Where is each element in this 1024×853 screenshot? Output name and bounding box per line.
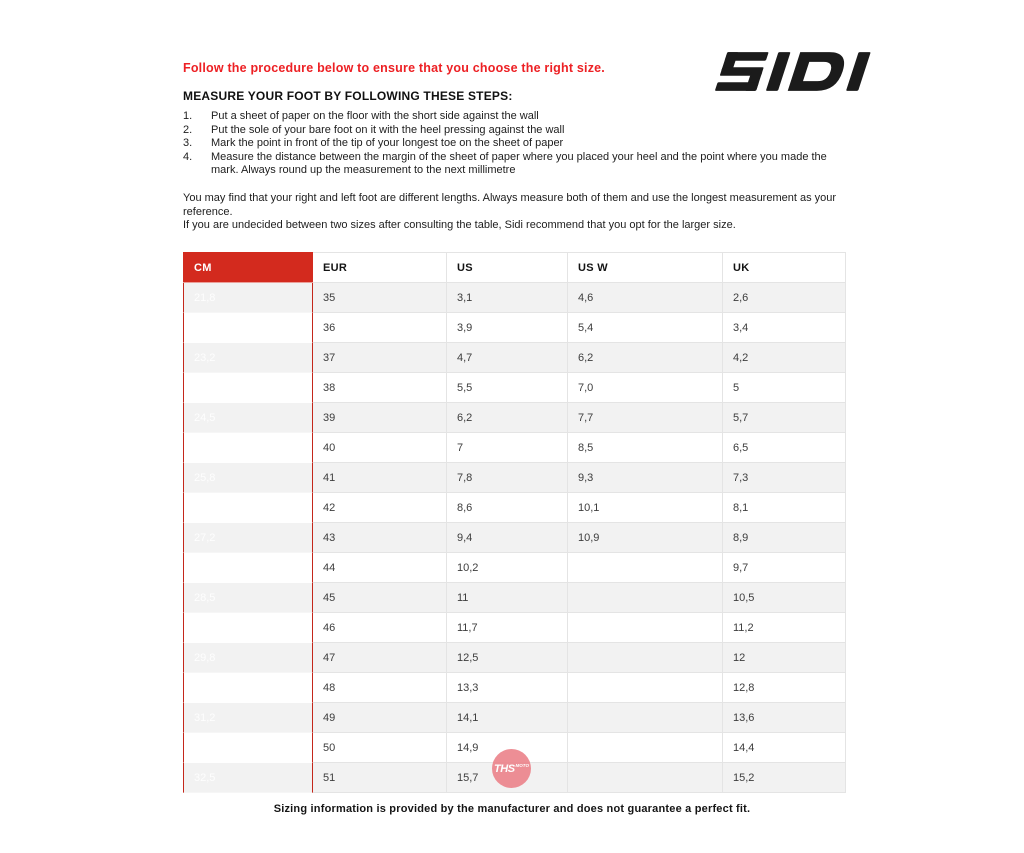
cell-uk: 3,4 <box>723 313 846 343</box>
cell-uk: 15,2 <box>723 763 846 793</box>
cell-eur: 51 <box>313 763 447 793</box>
watermark-sub-text <box>515 769 529 772</box>
cell-uk: 12 <box>723 643 846 673</box>
cell-us-w: 8,5 <box>568 433 723 463</box>
steps-title: MEASURE YOUR FOOT BY FOLLOWING THESE STEPS: <box>183 89 513 103</box>
cell-us-w: 9,3 <box>568 463 723 493</box>
cell-us-w <box>568 613 723 643</box>
cell-uk: 5,7 <box>723 403 846 433</box>
cell-us: 7,8 <box>447 463 568 493</box>
cell-cm: 32,5 <box>184 763 313 793</box>
cell-cm: 25,2 <box>184 433 313 463</box>
cell-uk: 9,7 <box>723 553 846 583</box>
cell-cm: 23,2 <box>184 343 313 373</box>
footer-disclaimer: Sizing information is provided by the manufacturer and does not guarantee a perfect fit. <box>273 803 751 815</box>
sidi-logo <box>714 50 878 93</box>
cell-eur: 48 <box>313 673 447 703</box>
step-text: Measure the distance between the margin of the sheet of paper where you placed your heel and the point where you made the mark. Always round up the measurement to the next millimetre <box>211 150 827 177</box>
table-row <box>184 583 846 613</box>
table-header-row <box>184 253 846 283</box>
header-usw: US W <box>568 253 723 283</box>
cell-us-w: 7,7 <box>568 403 723 433</box>
table-row <box>184 643 846 673</box>
advice-paragraph-2: If you are undecided between two sizes after consulting the table, Sidi recommend that you opt for the larger size. <box>183 219 736 232</box>
cell-cm: 27,2 <box>184 523 313 553</box>
cell-uk: 5 <box>723 373 846 403</box>
cell-cm: 21,8 <box>184 283 313 313</box>
advice-paragraph-1: You may find that your right and left foot are different lengths. Always measure both of them and use the longest measurement as your reference. <box>183 192 837 218</box>
cell-cm: 26,5 <box>184 493 313 523</box>
cell-us: 12,5 <box>447 643 568 673</box>
cell-cm: 29,2 <box>184 613 313 643</box>
cell-us-w <box>568 673 723 703</box>
cell-cm: 27,8 <box>184 553 313 583</box>
header-us: US <box>447 253 568 283</box>
size-table <box>183 252 845 793</box>
cell-eur: 41 <box>313 463 447 493</box>
step-text: Mark the point in front of the tip of your longest toe on the sheet of paper <box>211 137 564 150</box>
cell-us: 4,7 <box>447 343 568 373</box>
cell-cm: 31,8 <box>184 733 313 763</box>
step-text: Put the sole of your bare foot on it with the heel pressing against the wall <box>211 123 565 136</box>
step-text: Put a sheet of paper on the floor with the short side against the wall <box>211 110 539 122</box>
cell-eur: 40 <box>313 433 447 463</box>
cell-eur: 35 <box>313 283 447 313</box>
cell-us: 8,6 <box>447 493 568 523</box>
step-number: 4. <box>183 150 193 163</box>
cell-eur: 38 <box>313 373 447 403</box>
table-row <box>184 523 846 553</box>
table-row <box>184 613 846 643</box>
cell-eur: 46 <box>313 613 447 643</box>
cell-cm: 25,8 <box>184 463 313 493</box>
cell-cm: 24,5 <box>184 403 313 433</box>
cell-us-w: 4,6 <box>568 283 723 313</box>
header-uk: UK <box>723 253 846 283</box>
cell-us-w <box>568 643 723 673</box>
cell-us: 15,7 <box>447 763 568 793</box>
cell-eur: 36 <box>313 313 447 343</box>
table-row <box>184 373 846 403</box>
table-row <box>184 703 846 733</box>
cell-us-w <box>568 733 723 763</box>
cell-uk: 4,2 <box>723 343 846 373</box>
procedure-heading: Follow the procedure below to ensure that you choose the right size. <box>183 61 605 75</box>
step-item-4 <box>183 151 840 178</box>
cell-us-w <box>568 583 723 613</box>
cell-eur: 45 <box>313 583 447 613</box>
cell-uk: 2,6 <box>723 283 846 313</box>
sidi-logo-graphic <box>714 50 878 93</box>
table-row <box>184 283 846 313</box>
cell-uk: 12,8 <box>723 673 846 703</box>
cell-us-w <box>568 553 723 583</box>
header-cm: CM <box>184 253 313 283</box>
cell-us-w: 10,1 <box>568 493 723 523</box>
cell-cm: 31,2 <box>184 703 313 733</box>
table-row <box>184 493 846 523</box>
cell-uk: 6,5 <box>723 433 846 463</box>
cell-us-w: 6,2 <box>568 343 723 373</box>
table-row <box>184 343 846 373</box>
step-item-1 <box>183 110 840 124</box>
cell-eur: 44 <box>313 553 447 583</box>
cell-cm: 23,8 <box>184 373 313 403</box>
advice-paragraphs <box>183 192 843 233</box>
cell-eur: 50 <box>313 733 447 763</box>
table-row <box>184 673 846 703</box>
cell-us: 6,2 <box>447 403 568 433</box>
table-row <box>184 553 846 583</box>
cell-eur: 49 <box>313 703 447 733</box>
cell-us-w: 5,4 <box>568 313 723 343</box>
cell-cm: 29,8 <box>184 643 313 673</box>
table-row <box>184 403 846 433</box>
cell-uk: 13,6 <box>723 703 846 733</box>
cell-us: 10,2 <box>447 553 568 583</box>
cell-us: 14,9 <box>447 733 568 763</box>
cell-us-w <box>568 763 723 793</box>
cell-us-w: 7,0 <box>568 373 723 403</box>
cell-eur: 43 <box>313 523 447 553</box>
cell-eur: 39 <box>313 403 447 433</box>
cell-us: 11,7 <box>447 613 568 643</box>
table-row <box>184 463 846 493</box>
watermark-ths-text: THS <box>494 763 515 775</box>
cell-uk: 8,9 <box>723 523 846 553</box>
header-eur: EUR <box>313 253 447 283</box>
cell-uk: 7,3 <box>723 463 846 493</box>
step-item-3 <box>183 137 840 151</box>
table-row <box>184 313 846 343</box>
cell-us: 7 <box>447 433 568 463</box>
step-number: 3. <box>183 137 193 150</box>
cell-us-w: 10,9 <box>568 523 723 553</box>
cell-eur: 37 <box>313 343 447 373</box>
watermark-moto-text: MOTO <box>515 763 529 768</box>
table-row <box>184 433 846 463</box>
cell-eur: 47 <box>313 643 447 673</box>
cell-us: 14,1 <box>447 703 568 733</box>
cell-us: 9,4 <box>447 523 568 553</box>
step-number: 1. <box>183 110 193 122</box>
size-table-body <box>184 283 846 793</box>
step-item-2 <box>183 124 840 138</box>
ths-moto-watermark <box>492 749 531 788</box>
cell-us: 5,5 <box>447 373 568 403</box>
cell-cm: 28,5 <box>184 583 313 613</box>
cell-cm: 22,5 <box>184 313 313 343</box>
cell-cm: 30,5 <box>184 673 313 703</box>
cell-uk: 14,4 <box>723 733 846 763</box>
cell-us: 3,9 <box>447 313 568 343</box>
cell-uk: 8,1 <box>723 493 846 523</box>
cell-us-w <box>568 703 723 733</box>
cell-us: 3,1 <box>447 283 568 313</box>
cell-eur: 42 <box>313 493 447 523</box>
cell-us: 11 <box>447 583 568 613</box>
cell-uk: 11,2 <box>723 613 846 643</box>
step-number: 2. <box>183 123 193 136</box>
cell-uk: 10,5 <box>723 583 846 613</box>
cell-us: 13,3 <box>447 673 568 703</box>
steps-list <box>183 110 840 178</box>
